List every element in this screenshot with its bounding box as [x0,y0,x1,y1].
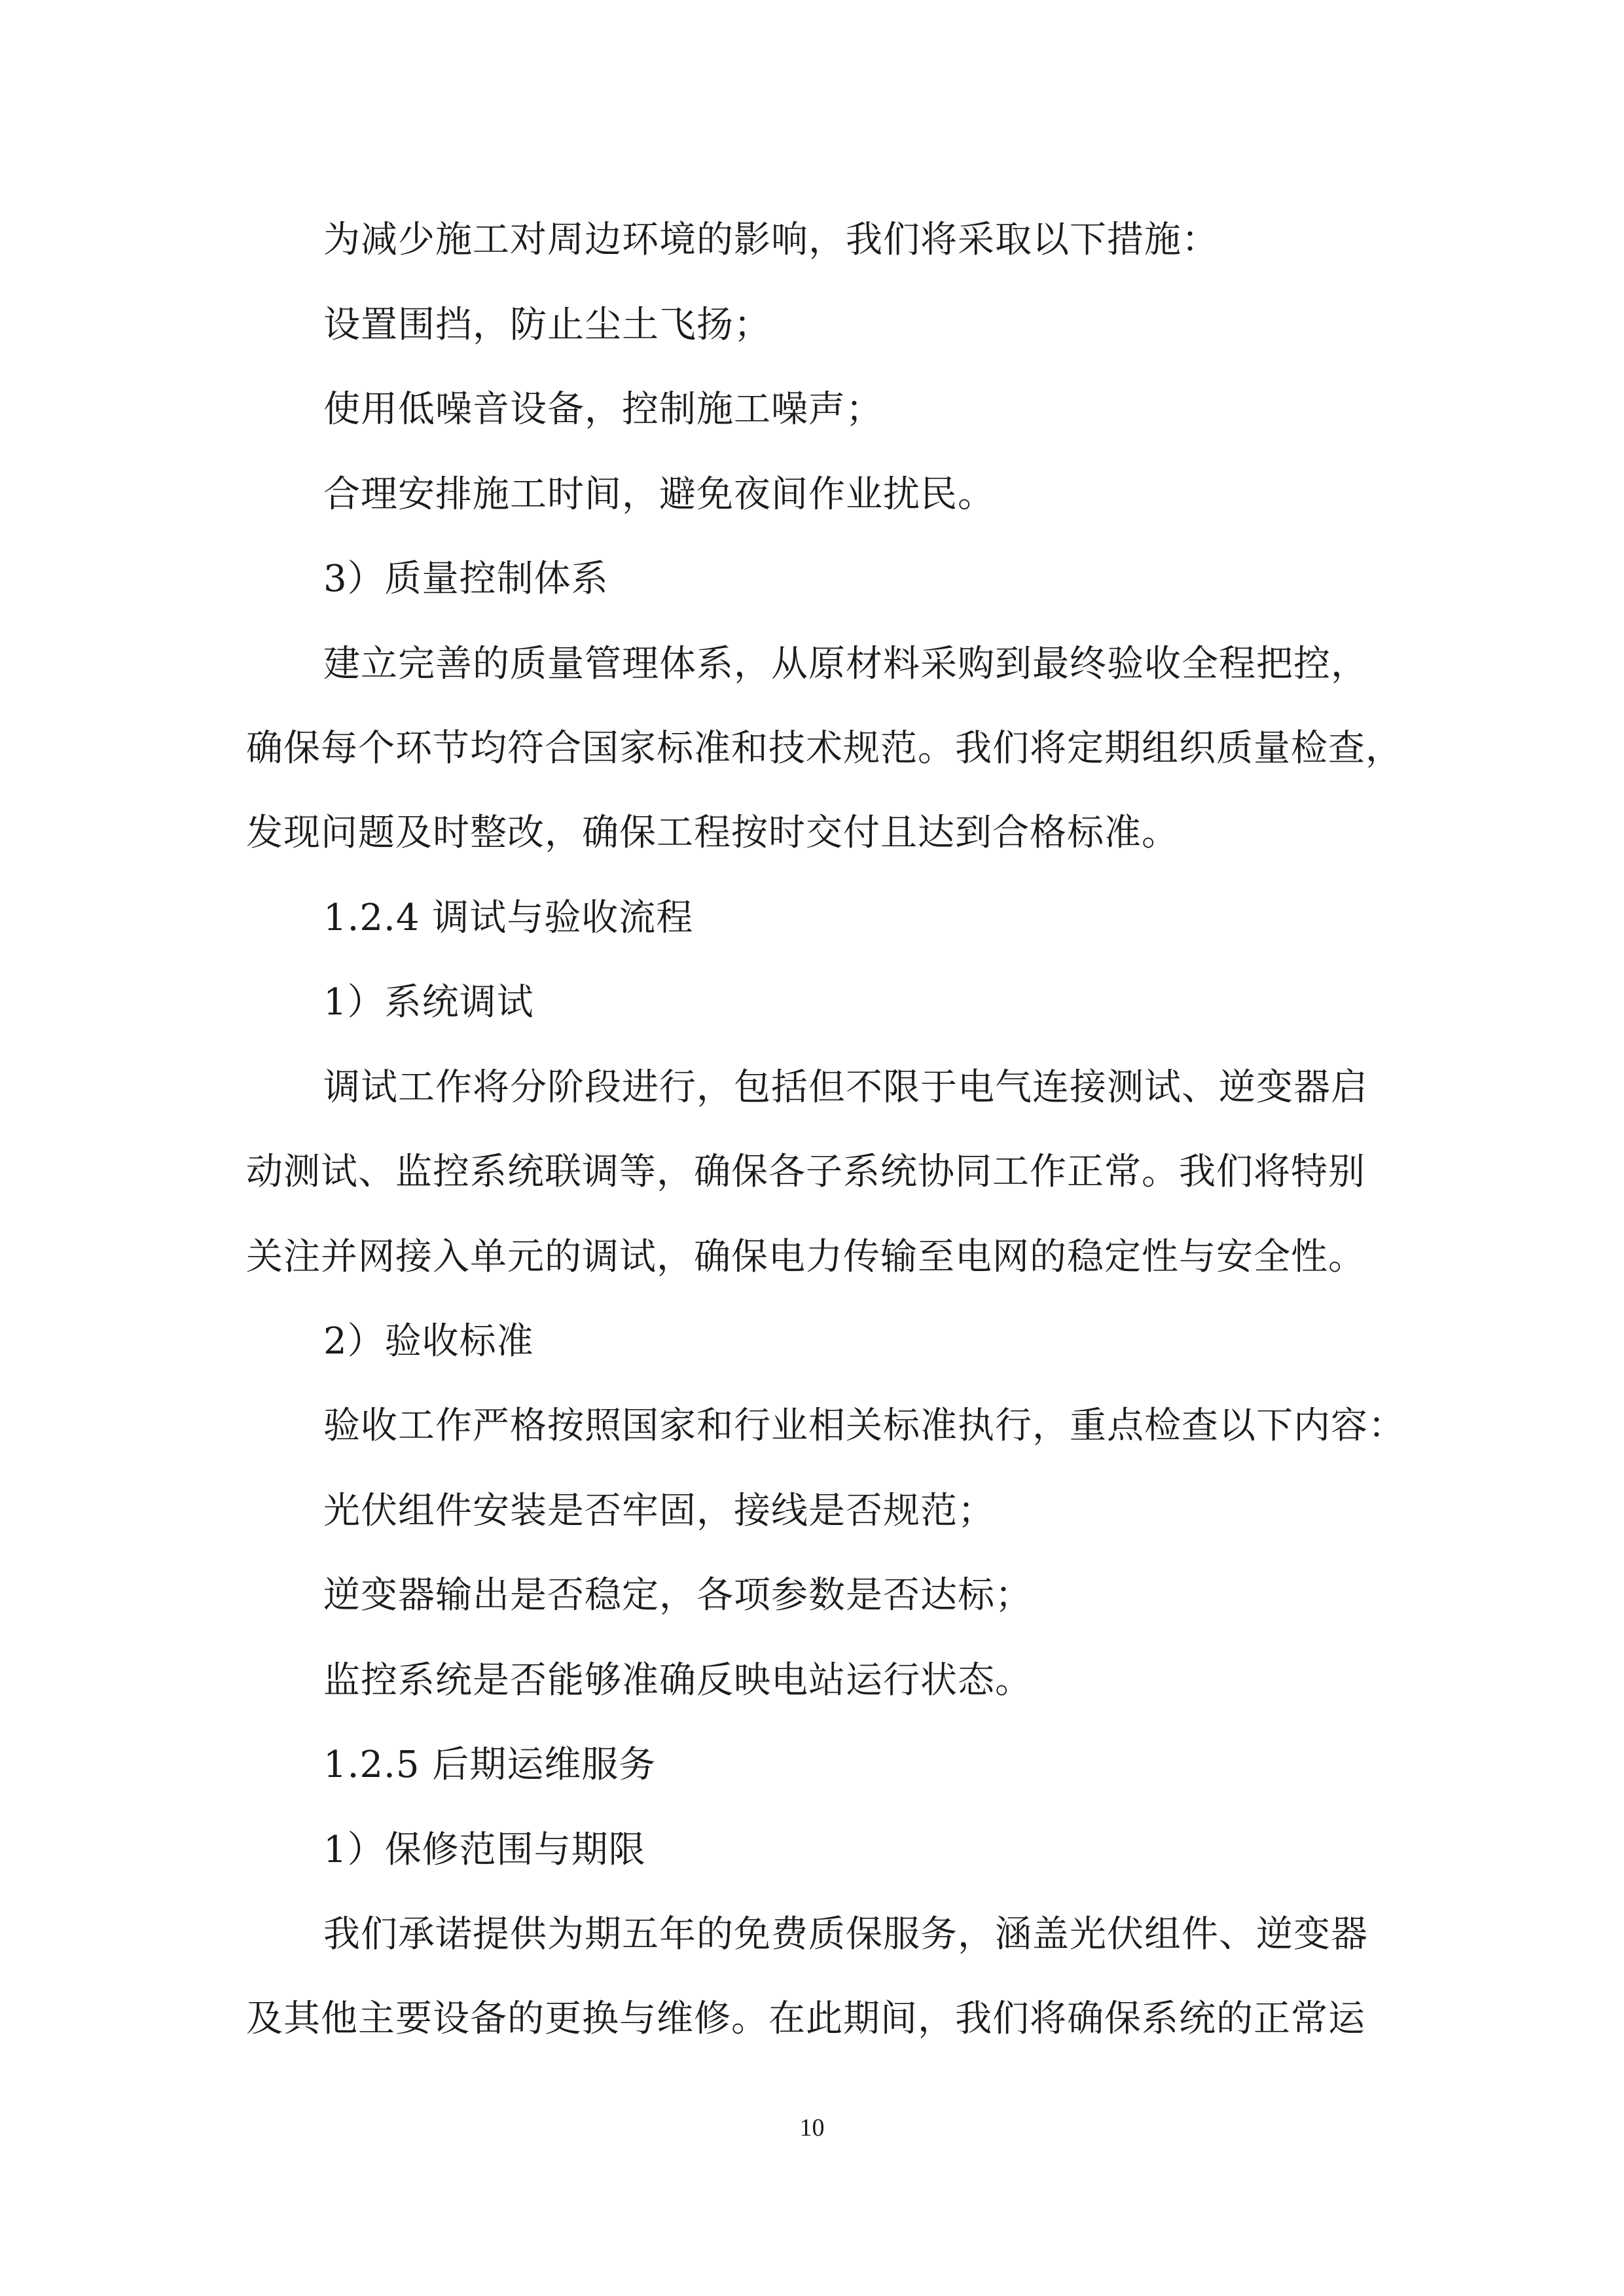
section-heading: 1.2.4 调试与验收流程 [323,897,694,939]
list-item: 光伏组件安装是否牢固，接线是否规范； [323,1490,995,1532]
list-item: 设置围挡，防止尘土飞扬； [323,304,771,346]
paragraph-line: 确保每个环节均符合国家标准和技术规范。我们将定期组织质量检查， [246,727,1403,770]
list-item: 监控系统是否能够准确反映电站运行状态。 [323,1659,1032,1702]
paragraph-line: 动测试、监控系统联调等，确保各子系统协同工作正常。我们将特别 [246,1151,1365,1193]
section-heading: 1.2.5 后期运维服务 [323,1744,657,1786]
subsection-heading: 3）质量控制体系 [323,558,609,600]
subsection-heading: 1）保修范围与期限 [323,1829,646,1871]
subsection-heading: 1）系统调试 [323,981,534,1024]
paragraph-line: 调试工作将分阶段进行，包括但不限于电气连接测试、逆变器启 [323,1066,1368,1109]
list-item: 合理安排施工时间，避免夜间作业扰民。 [323,473,995,516]
paragraph-line: 为减少施工对周边环境的影响，我们将采取以下措施： [323,219,1219,261]
list-item: 逆变器输出是否稳定，各项参数是否达标； [323,1574,1032,1617]
paragraph-line: 发现问题及时整改，确保工程按时交付且达到合格标准。 [246,812,1179,854]
paragraph-line: 验收工作严格按照国家和行业相关标准执行，重点检查以下内容： [323,1405,1405,1447]
subsection-heading: 2）验收标准 [323,1320,534,1363]
page-number: 10 [799,2114,825,2142]
paragraph-line: 建立完善的质量管理体系，从原材料采购到最终验收全程把控， [323,643,1368,685]
list-item: 使用低噪音设备，控制施工噪声； [323,388,883,431]
paragraph-line: 我们承诺提供为期五年的免费质保服务，涵盖光伏组件、逆变器 [323,1913,1368,1956]
paragraph-line: 及其他主要设备的更换与维修。在此期间，我们将确保系统的正常运 [246,1998,1365,2040]
paragraph-line: 关注并网接入单元的调试，确保电力传输至电网的稳定性与安全性。 [246,1236,1365,1278]
